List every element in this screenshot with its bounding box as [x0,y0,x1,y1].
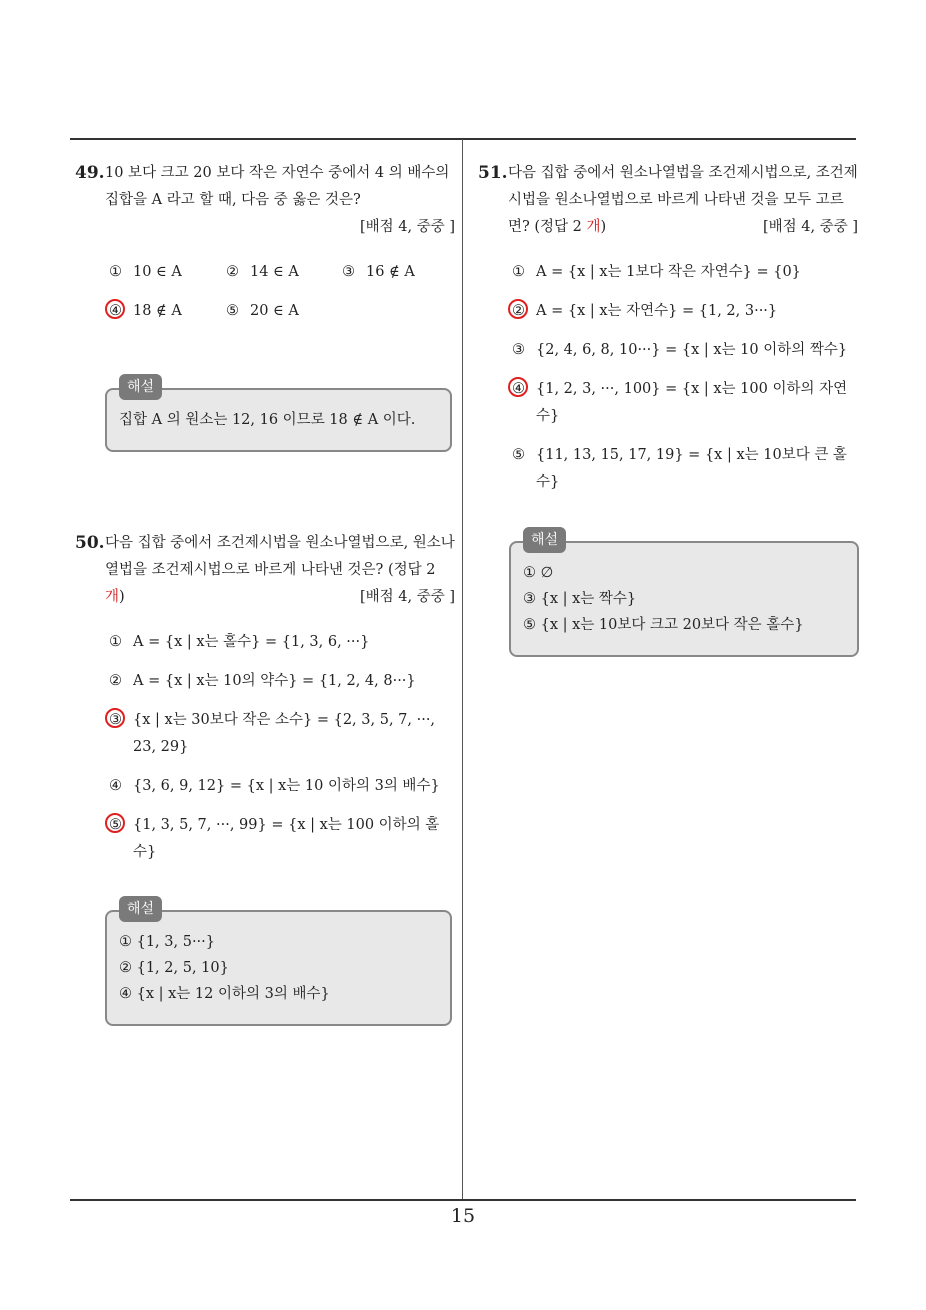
explanation-line: ② {1, 2, 5, 10} [119,960,229,976]
explanation-box-49 [105,379,452,452]
top-rule [70,138,856,140]
score-meta: [배점 4, 중중 ] [359,589,455,605]
answer-count-word: 개 [586,219,601,235]
question-text: 다음 집합 중에서 원소나열법을 조건제시법으로, 조건제시법을 원소나열법으로 바르게 나타낸 것을 모두 고르면? (정답 2 [508,165,858,235]
explanation-tag: 해설 [119,896,162,922]
explanation-box-50 [105,901,452,1026]
question-50 [75,530,455,878]
explanation-line: ③ {x | x는 짝수} [523,591,637,607]
choice-text: {x | x는 30보다 작은 소수} = {2, 3, 5, 7, ···, 23, 29} [133,712,436,755]
choice-text: 10 ∈ A [133,264,182,280]
question-51-stem [478,160,858,241]
choice-list [75,259,455,325]
question-51 [478,160,858,508]
choice-text: {11, 13, 15, 17, 19} = {x | x는 10보다 큰 홀수} [536,447,847,490]
choice-text: 18 ∉ A [133,303,182,319]
question-text-end: ) [600,219,607,235]
explanation-box-51 [509,532,859,657]
choice-mark: ④ [109,303,122,319]
question-number: 50. [75,533,105,553]
choice-mark: ③ [512,342,525,358]
question-number: 49. [75,163,105,183]
choice-text: 14 ∈ A [250,264,299,280]
explanation-line: ④ {x | x는 12 이하의 3의 배수} [119,986,330,1002]
choice-text: 16 ∉ A [366,264,415,280]
choice-4[interactable] [75,773,455,800]
choice-text: {1, 2, 3, ···, 100} = {x | x는 100 이하의 자연수} [536,381,848,424]
choice-mark: ① [109,634,122,650]
question-50-stem [75,530,455,611]
choice-text: 20 ∈ A [250,303,299,319]
choice-mark: ② [109,673,122,689]
choice-mark: ④ [512,381,525,397]
choice-mark: ② [512,303,525,319]
choice-mark: ③ [342,264,355,280]
choice-mark: ④ [109,778,122,794]
question-49-stem [75,160,455,241]
choice-1[interactable] [109,259,226,286]
explanation-line: ⑤ {x | x는 10보다 크고 20보다 작은 홀수} [523,617,804,633]
choice-5[interactable] [226,298,299,325]
choice-text: {1, 3, 5, 7, ···, 99} = {x | x는 100 이하의 홀수} [133,817,440,860]
choice-mark: ⑤ [512,447,525,463]
choice-mark: ⑤ [226,303,239,319]
choice-list [75,629,455,866]
explanation-text: 집합 A 의 원소는 12, 16 이므로 18 ∉ A 이다. [119,412,416,428]
choice-list [478,259,858,496]
score-meta: [배점 4, 중중 ] [359,219,455,235]
question-number: 51. [478,163,508,183]
choice-4[interactable] [109,298,226,325]
choice-2[interactable] [226,259,342,286]
explanation-tag: 해설 [523,527,566,553]
explanation-line: ① {1, 3, 5···} [119,934,215,950]
choice-mark: ③ [109,712,122,728]
choice-text: A = {x | x는 1보다 작은 자연수} = {0} [536,264,801,280]
page-number: 15 [450,1205,476,1227]
question-text: 다음 집합 중에서 조건제시법을 원소나열법으로, 원소나열법을 조건제시법으로 바르게 나타낸 것은? (정답 2 [105,535,455,578]
choice-mark: ② [226,264,239,280]
choice-mark: ① [512,264,525,280]
choice-4[interactable] [478,376,858,430]
choice-3[interactable] [75,707,455,761]
choice-3[interactable] [342,259,415,286]
question-49 [75,160,455,337]
explanation-line: ① ∅ [523,565,554,581]
choice-1[interactable] [478,259,858,286]
choice-5[interactable] [478,442,858,496]
question-text-end: ) [119,589,125,605]
choice-text: {2, 4, 6, 8, 10···} = {x | x는 10 이하의 짝수} [536,342,848,358]
choice-text: A = {x | x는 자연수} = {1, 2, 3···} [536,303,778,319]
answer-count-word: 개 [105,589,120,605]
question-text: 10 보다 크고 20 보다 작은 자연수 중에서 4 의 배수의 집합을 A 라고 할 때, 다음 중 옳은 것은? [105,165,450,208]
explanation-tag: 해설 [119,374,162,400]
choice-text: A = {x | x는 10의 약수} = {1, 2, 4, 8···} [133,673,416,689]
choice-2[interactable] [75,668,455,695]
choice-mark: ① [109,264,122,280]
choice-3[interactable] [478,337,858,364]
choice-2[interactable] [478,298,858,325]
choice-text: A = {x | x는 홀수} = {1, 3, 6, ···} [133,634,370,650]
column-divider [462,139,463,1200]
choice-mark: ⑤ [109,817,122,833]
bottom-rule [70,1199,856,1201]
choice-text: {3, 6, 9, 12} = {x | x는 10 이하의 3의 배수} [133,778,440,794]
score-meta: [배점 4, 중중 ] [762,219,858,235]
choice-5[interactable] [75,812,455,866]
choice-1[interactable] [75,629,455,656]
